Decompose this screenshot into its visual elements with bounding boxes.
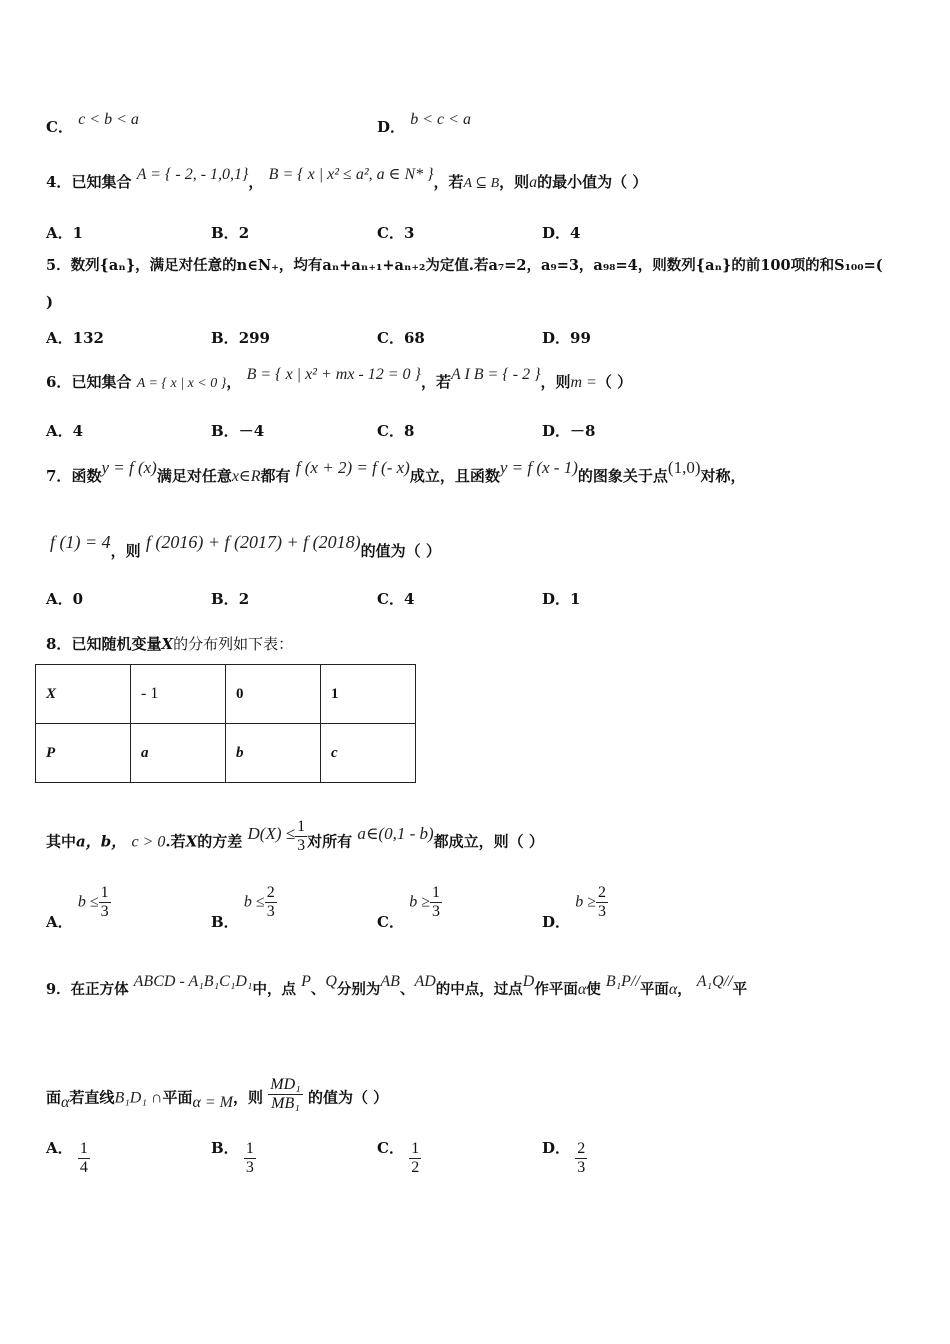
q5-option-a[interactable] bbox=[46, 327, 104, 348]
option-label: B． bbox=[211, 912, 239, 931]
option-value: 299 bbox=[238, 329, 270, 347]
q8-option-a[interactable] bbox=[46, 884, 111, 931]
stem-text: 的值为（ ） bbox=[307, 1088, 389, 1107]
math-expr: y = f (x) bbox=[101, 458, 157, 477]
q7-option-a[interactable] bbox=[46, 588, 83, 609]
option-label: B． bbox=[211, 422, 239, 440]
stem-text: 已知集合 bbox=[71, 373, 132, 391]
stem-text: ，则 bbox=[110, 542, 141, 560]
option-label: A． bbox=[46, 912, 73, 931]
stem-text: 的方差 bbox=[197, 832, 243, 851]
option-label: C． bbox=[377, 224, 404, 242]
table-row bbox=[36, 665, 416, 724]
math-expr: x∈R bbox=[231, 468, 261, 485]
stem-text: 面 bbox=[46, 1088, 62, 1107]
q6-option-c[interactable] bbox=[377, 420, 414, 441]
math-expr: AD bbox=[414, 973, 436, 990]
stem-text: a，b， bbox=[76, 832, 127, 851]
q3-option-d[interactable] bbox=[377, 111, 471, 137]
question-number: 7． bbox=[46, 467, 72, 485]
math-expr: ABCD - A₁B₁C₁D₁ bbox=[133, 973, 253, 990]
question-6-stem bbox=[46, 366, 633, 394]
distribution-table bbox=[35, 664, 416, 783]
q4-option-a[interactable] bbox=[46, 222, 83, 243]
table-cell: c bbox=[321, 724, 416, 783]
stem-text: 平面 bbox=[162, 1088, 193, 1107]
table-cell: X bbox=[36, 665, 131, 724]
math-expr: f (1) = 4 bbox=[50, 532, 111, 552]
option-label: A． bbox=[46, 329, 73, 347]
q8-option-d[interactable] bbox=[542, 884, 608, 931]
option-label: D． bbox=[542, 329, 571, 347]
question-number: 9． bbox=[46, 981, 71, 998]
stem-text: ， bbox=[248, 173, 264, 191]
fraction-numerator: 1 bbox=[297, 818, 306, 835]
fraction-denominator: 4 bbox=[79, 1159, 88, 1176]
option-value: 8 bbox=[403, 422, 415, 440]
option-value: 4 bbox=[570, 224, 581, 242]
fraction-denominator: 3 bbox=[245, 1159, 254, 1176]
stem-text: 的图象关于点 bbox=[577, 467, 668, 485]
fraction bbox=[78, 1140, 90, 1177]
question-9-stem-cont bbox=[46, 1076, 389, 1117]
math-expr: A₁Q// bbox=[696, 973, 733, 990]
math-expr: P bbox=[301, 973, 311, 990]
table-cell: P bbox=[36, 724, 131, 783]
option-value: －4 bbox=[238, 422, 265, 440]
stem-text: 对所有 bbox=[307, 832, 353, 851]
fraction-denominator: 3 bbox=[297, 837, 306, 854]
stem-text: 中，点 bbox=[252, 981, 296, 998]
option-label: B． bbox=[211, 329, 239, 347]
option-label: B． bbox=[211, 224, 239, 242]
stem-text: 作平面 bbox=[534, 981, 578, 998]
question-7-stem-cont bbox=[50, 532, 441, 561]
q3-option-c[interactable] bbox=[46, 111, 139, 137]
q4-option-d[interactable] bbox=[542, 222, 580, 243]
stem-text: 的值为（ ） bbox=[360, 542, 441, 560]
fraction bbox=[244, 1140, 256, 1177]
question-9-stem bbox=[46, 973, 748, 1000]
q6-option-d[interactable] bbox=[542, 420, 595, 441]
math-expr: f (2016) + f (2017) + f (2018) bbox=[145, 532, 361, 552]
option-value: －8 bbox=[570, 422, 596, 440]
math-expr: α bbox=[577, 981, 587, 998]
option-value: 132 bbox=[72, 329, 104, 347]
stem-text: 满足对任意 bbox=[156, 467, 232, 485]
table-cell: 1 bbox=[321, 665, 416, 724]
question-number: 8． bbox=[46, 635, 72, 653]
stem-text: ，则 bbox=[499, 173, 530, 191]
q9-option-c[interactable] bbox=[377, 1140, 421, 1177]
stem-text: 的分布列如下表： bbox=[173, 635, 294, 653]
fraction bbox=[430, 884, 442, 921]
math-expr: α bbox=[668, 981, 678, 998]
stem-text: 其中 bbox=[46, 832, 77, 851]
option-label: C． bbox=[377, 329, 404, 347]
math-expr: B = { x | x² + mx - 12 = 0 } bbox=[246, 366, 421, 383]
option-label: C． bbox=[377, 422, 404, 440]
math-expr: D(X) ≤ bbox=[247, 823, 296, 843]
fraction-numerator: 1 bbox=[245, 1140, 254, 1157]
stem-text: （ ） bbox=[596, 373, 633, 391]
q4-option-c[interactable] bbox=[377, 222, 414, 243]
table-cell: a bbox=[131, 724, 226, 783]
stem-text: 都成立，则（ ） bbox=[433, 832, 544, 851]
question-4-stem bbox=[46, 166, 648, 194]
option-value: 68 bbox=[403, 329, 425, 347]
q8-option-c[interactable] bbox=[377, 884, 442, 931]
fraction-denominator: 2 bbox=[411, 1159, 420, 1176]
question-5-stem: 5．数列{aₙ}，满足对任意的n∈N₊，均有aₙ+aₙ₊₁+aₙ₊₂为定值.若a₇=2，a₉=3，a₉₈=4，则数列{aₙ}的前100项的和S₁₀₀=( bbox=[46, 257, 883, 274]
q9-option-a[interactable] bbox=[46, 1140, 90, 1177]
question-8-stem bbox=[46, 634, 293, 654]
option-label: D． bbox=[542, 912, 571, 931]
question-number: 4． bbox=[46, 173, 72, 191]
stem-text: ，若 bbox=[433, 173, 464, 191]
q5-option-d[interactable] bbox=[542, 327, 591, 348]
option-value: 4 bbox=[72, 422, 84, 440]
fraction bbox=[295, 818, 307, 855]
option-value: 3 bbox=[403, 224, 415, 242]
fraction bbox=[265, 884, 277, 921]
fraction-denominator: MB₁ bbox=[271, 1095, 300, 1112]
option-label: D． bbox=[542, 224, 571, 242]
math-expr: Q bbox=[325, 973, 337, 990]
stem-text: 若直线 bbox=[69, 1088, 115, 1107]
option-label: B． bbox=[211, 590, 239, 608]
stem-text: 平 bbox=[732, 981, 748, 998]
math-expr: c > 0 bbox=[131, 833, 166, 851]
stem-text: ， bbox=[677, 981, 692, 998]
math-expr: (1,0) bbox=[667, 458, 701, 477]
option-expr: c < b < a bbox=[78, 111, 139, 128]
math-expr: A ⊆ B bbox=[463, 176, 500, 191]
fraction-numerator: 1 bbox=[411, 1140, 420, 1157]
math-var: X bbox=[185, 832, 198, 851]
stem-text: 成立，且函数 bbox=[409, 467, 500, 485]
question-5-stem-cont: ) bbox=[46, 293, 54, 311]
fraction-numerator: 1 bbox=[79, 1140, 88, 1157]
math-expr: A = { x | x < 0 } bbox=[136, 376, 227, 391]
fraction-numerator: 1 bbox=[431, 884, 440, 901]
stem-text: 都有 bbox=[260, 467, 291, 485]
option-label: A． bbox=[46, 1138, 73, 1157]
question-8-condition bbox=[46, 818, 544, 861]
fraction-denominator: 3 bbox=[598, 903, 607, 920]
option-label: C． bbox=[377, 1138, 404, 1157]
option-expr: b ≥ bbox=[575, 893, 597, 911]
q7-option-b[interactable] bbox=[211, 588, 249, 609]
math-var: X bbox=[161, 635, 174, 653]
math-expr: y = f (x - 1) bbox=[499, 458, 578, 477]
fraction-denominator: 3 bbox=[100, 903, 109, 920]
fraction-denominator: 3 bbox=[431, 903, 440, 920]
stem-text: 的最小值为（ ） bbox=[537, 173, 648, 191]
stem-text: 在正方体 bbox=[70, 981, 129, 998]
option-expr: b ≤ bbox=[77, 893, 99, 911]
fraction-denominator: 3 bbox=[266, 903, 275, 920]
fraction-numerator: MD₁ bbox=[270, 1076, 301, 1093]
stem-text: ，若 bbox=[420, 373, 451, 391]
fraction bbox=[409, 1140, 421, 1177]
stem-text: 函数 bbox=[71, 467, 102, 485]
option-value: 2 bbox=[238, 590, 250, 608]
question-number: 6． bbox=[46, 373, 72, 391]
option-value: 2 bbox=[238, 224, 250, 242]
fraction bbox=[268, 1076, 302, 1113]
fraction-numerator: 1 bbox=[100, 884, 109, 901]
math-expr: D bbox=[522, 973, 535, 990]
option-expr: b ≤ bbox=[243, 893, 265, 911]
math-expr: A I B = { - 2 } bbox=[450, 366, 541, 383]
math-expr: a∈(0,1 - b) bbox=[357, 823, 434, 843]
option-value: 1 bbox=[570, 590, 581, 608]
fraction-numerator: 2 bbox=[266, 884, 275, 901]
stem-text: 对称， bbox=[700, 467, 746, 485]
stem-text: 的中点，过点 bbox=[435, 981, 523, 998]
option-label: C． bbox=[377, 912, 404, 931]
q7-option-c[interactable] bbox=[377, 588, 414, 609]
stem-text: 已知随机变量 bbox=[71, 635, 162, 653]
table-row bbox=[36, 724, 416, 783]
fraction bbox=[575, 1140, 587, 1177]
option-value: 4 bbox=[403, 590, 415, 608]
math-expr: B = { x | x² ≤ a², a ∈ N* } bbox=[268, 166, 434, 183]
option-label: B． bbox=[211, 1138, 239, 1157]
option-label: A． bbox=[46, 224, 73, 242]
stem-text: ，则 bbox=[540, 373, 571, 391]
option-label: A． bbox=[46, 422, 73, 440]
q9-option-d[interactable] bbox=[542, 1140, 587, 1177]
table-cell: 0 bbox=[226, 665, 321, 724]
option-value: 99 bbox=[570, 329, 591, 347]
stem-text: ，则 bbox=[233, 1088, 264, 1107]
option-label: C． bbox=[377, 590, 404, 608]
math-expr: B₁P// bbox=[605, 973, 640, 990]
option-label: D． bbox=[542, 590, 571, 608]
option-value: 1 bbox=[72, 224, 84, 242]
option-label: A． bbox=[46, 590, 73, 608]
option-label: D． bbox=[542, 422, 571, 440]
q5-option-b[interactable] bbox=[211, 327, 270, 348]
fraction-denominator: 3 bbox=[577, 1159, 586, 1176]
q6-option-a[interactable] bbox=[46, 420, 83, 441]
fraction bbox=[596, 884, 608, 921]
fraction bbox=[99, 884, 111, 921]
option-value: 0 bbox=[72, 590, 84, 608]
stem-text: 分别为 bbox=[336, 981, 381, 998]
q8-option-b[interactable] bbox=[211, 884, 277, 931]
stem-text: 使 bbox=[586, 981, 601, 998]
q7-option-d[interactable] bbox=[542, 588, 580, 609]
stem-text: 已知集合 bbox=[71, 173, 132, 191]
stem-text: 平面 bbox=[639, 981, 669, 998]
option-expr: b < c < a bbox=[410, 111, 471, 128]
math-expr: A = { - 2, - 1,0,1} bbox=[136, 166, 249, 183]
stem-text: 、 bbox=[399, 981, 415, 998]
stem-text: 、 bbox=[310, 981, 326, 998]
math-expr: α bbox=[61, 1093, 70, 1111]
option-label: D． bbox=[377, 118, 406, 136]
option-expr: b ≥ bbox=[409, 893, 430, 911]
option-label: C． bbox=[46, 118, 73, 136]
question-7-stem bbox=[46, 458, 746, 487]
table-cell: - 1 bbox=[131, 665, 226, 724]
math-expr: α = M bbox=[192, 1093, 233, 1111]
math-expr: AB bbox=[380, 973, 400, 990]
q6-option-b[interactable] bbox=[211, 420, 264, 441]
option-label: D． bbox=[542, 1138, 571, 1157]
stem-text: .若 bbox=[165, 832, 186, 851]
table-cell: b bbox=[226, 724, 321, 783]
math-expr: m = bbox=[570, 374, 597, 391]
fraction-numerator: 2 bbox=[598, 884, 607, 901]
q9-option-b[interactable] bbox=[211, 1140, 256, 1177]
q5-option-c[interactable] bbox=[377, 327, 425, 348]
math-expr: B₁D₁ ∩ bbox=[114, 1089, 163, 1107]
stem-text: ， bbox=[226, 373, 242, 391]
q4-option-b[interactable] bbox=[211, 222, 249, 243]
fraction-numerator: 2 bbox=[577, 1140, 586, 1157]
math-expr: f (x + 2) = f (- x) bbox=[295, 458, 410, 477]
math-expr: a bbox=[529, 174, 538, 191]
